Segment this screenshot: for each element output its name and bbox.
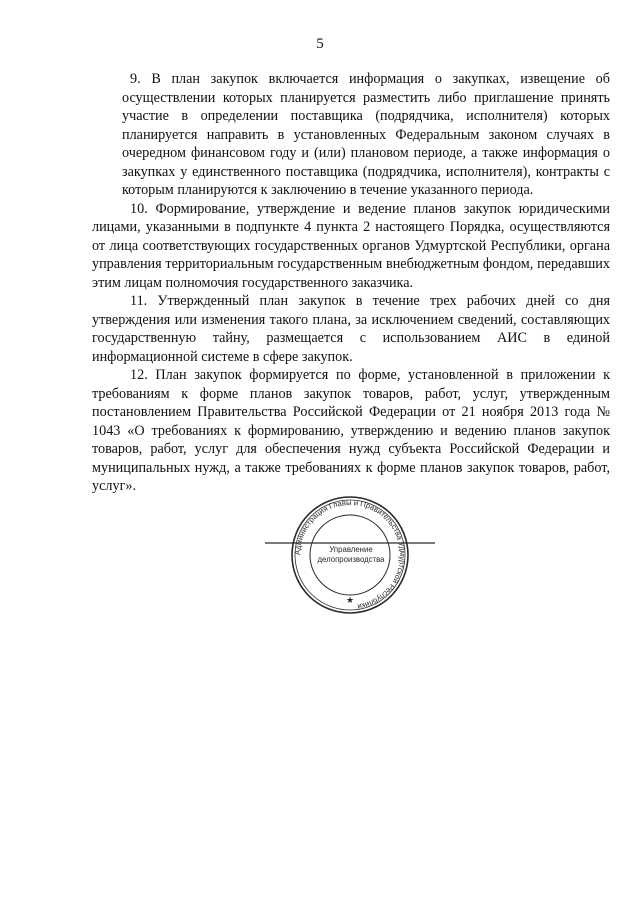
- paragraph-10: 10. Формирование, утверждение и ведение планов закупок юридическими лицами, указанными в подпункте 4 пункта 2 настоящего Порядка, осуществляются от лица соответствующих государственных органов Удмуртской Республики, органа управления территориальным государственным внебюджетным фондом, передавших этим лицам полномочия государственного заказчика.: [92, 200, 610, 291]
- stamp-label-line2: делопроизводства: [317, 555, 385, 564]
- paragraph-11: 11. Утвержденный план закупок в течение трех рабочих дней со дня утверждения или изменения такого плана, за исключением сведений, составляющих государственную тайну, размещается с использованием АИС в единой информационной системе в сфере закупок.: [92, 293, 610, 365]
- document-body: [92, 70, 610, 496]
- stamp-star-icon: ★: [345, 595, 355, 605]
- paragraph-9: 9. В план закупок включается информация о закупках, извещение об осуществлении которых планируется разместить либо приглашение принять участие в определении поставщика (подрядчика, исполнителя) которых планируется направить в установленных Федеральным законом случаях в очередном финансовом году и (или) плановом периоде, а также информация о закупках у единственного поставщика (подрядчика, исполнителя), контракты с которым планируются к заключению в течение указанного периода.: [122, 71, 610, 198]
- page-number: 5: [316, 36, 324, 52]
- stamp-seal-icon: [265, 495, 435, 615]
- stamp-ring-text: Администрация Главы и Правительства Удмуртской Республики: [292, 497, 408, 612]
- paragraph-12: 12. План закупок формируется по форме, установленной в приложении к требованиям к форме планов закупок товаров, работ, услуг, утвержденным постановлением Правительства Российской Федерации от 21 ноября 2013 года № 1043 «О требованиях к формированию, утверждению и ведению планов закупок товаров, работ, услуг для обеспечения нужд субъекта Российской Федерации и муниципальных нужд, а также требованиях к форме планов закупок товаров, работ, услуг».: [92, 367, 610, 494]
- stamp-label-line1: Управление: [329, 545, 373, 554]
- official-stamp: [265, 495, 435, 615]
